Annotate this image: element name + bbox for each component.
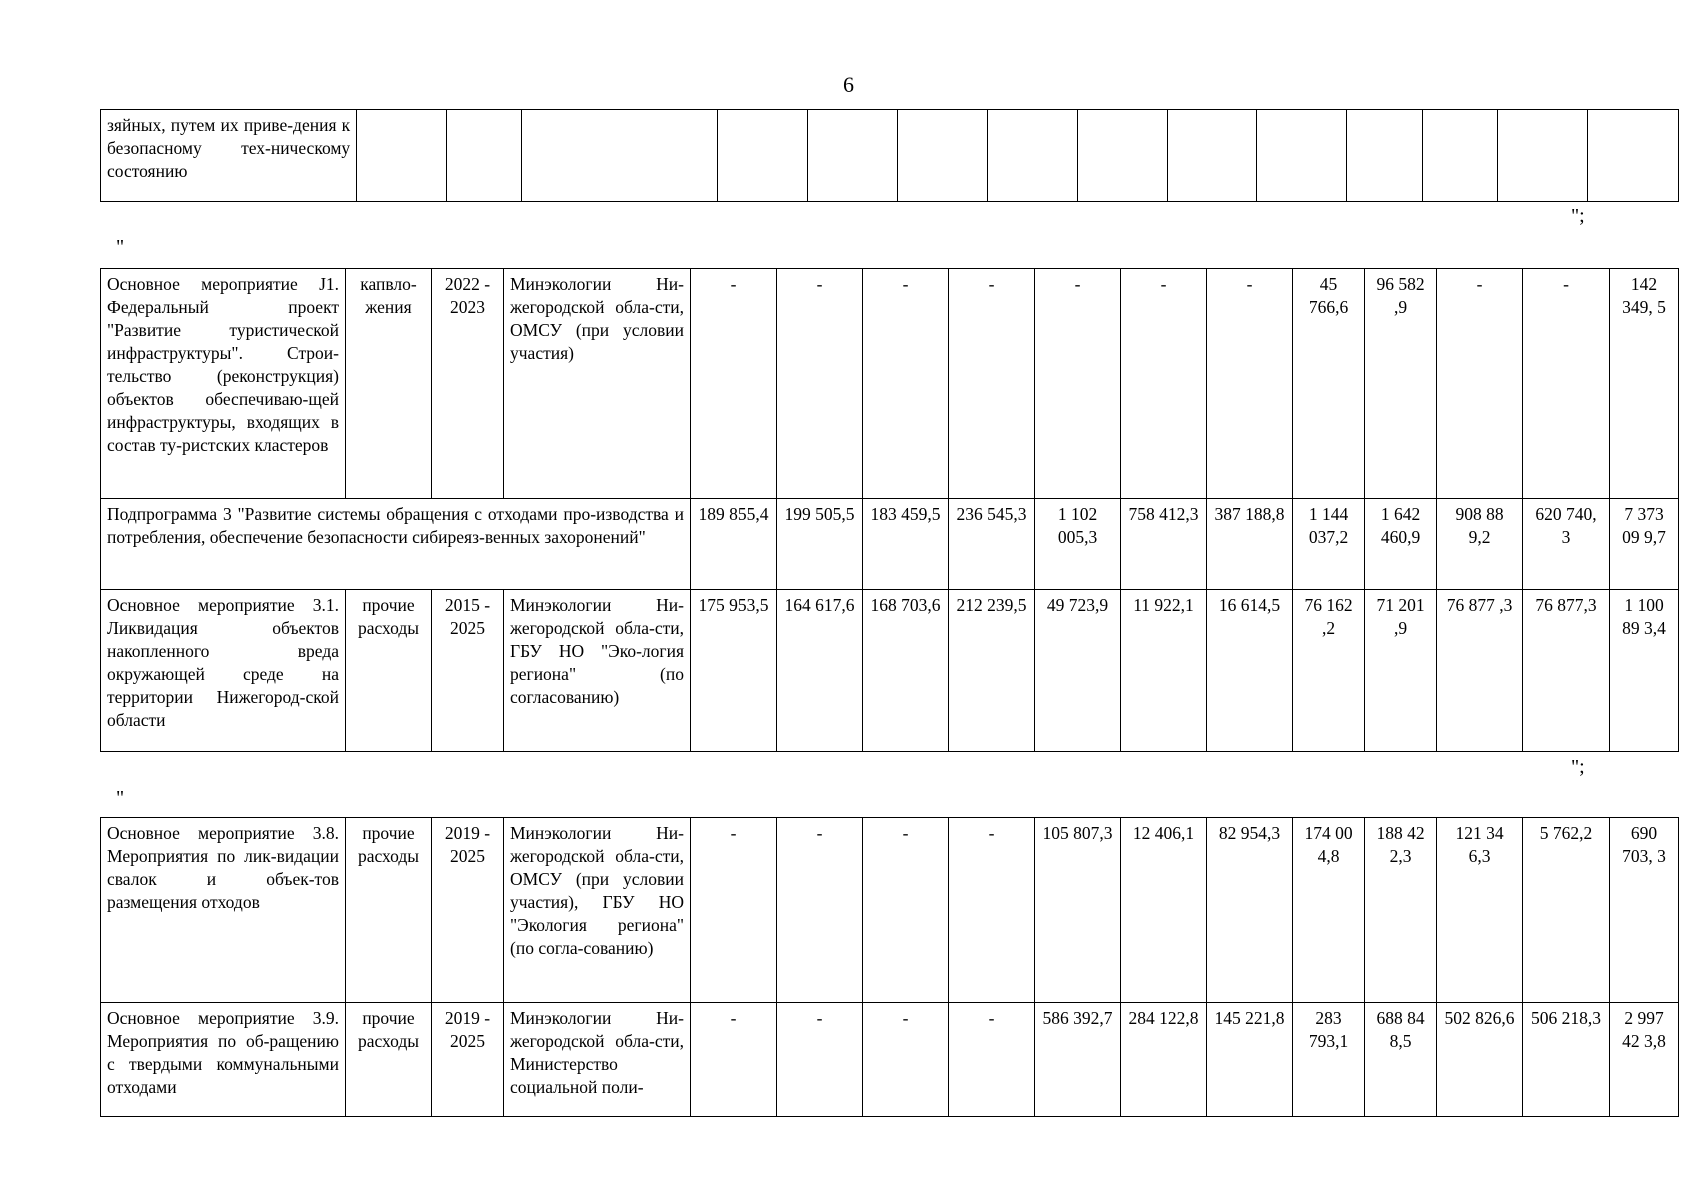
value-cell: 16 614,5: [1207, 590, 1293, 752]
executor: Минэкологии Ни-жегородской обла-сти, ГБУ НО "Эко-логия региона" (по согласованию): [504, 590, 691, 752]
value-cell: 7 373 09 9,7: [1610, 499, 1679, 590]
value-cell: 76 162 ,2: [1293, 590, 1365, 752]
expense-type: прочие расходы: [346, 590, 432, 752]
row-name: Основное мероприятие 3.9. Мероприятия по об-ращению с твердыми коммунальными отходами: [101, 1003, 346, 1117]
period: 2022 - 2023: [432, 269, 504, 499]
value-cell: -: [949, 1003, 1035, 1117]
value-cell: 620 740, 3: [1523, 499, 1610, 590]
value-cell: 164 617,6: [777, 590, 863, 752]
value-cell: 12 406,1: [1121, 818, 1207, 1003]
value-cell: 284 122,8: [1121, 1003, 1207, 1117]
value-cell: 11 922,1: [1121, 590, 1207, 752]
value-cell: 49 723,9: [1035, 590, 1121, 752]
value-cell: 45 766,6: [1293, 269, 1365, 499]
value-cell: 908 88 9,2: [1437, 499, 1523, 590]
opening-quote: ": [116, 236, 125, 258]
table-section-3: [100, 817, 1679, 1117]
value-cell: 690 703, 3: [1610, 818, 1679, 1003]
closing-quote: ";: [1571, 205, 1585, 227]
row-name: Основное мероприятие 3.1. Ликвидация объектов накопленного вреда окружающей среде на территории Нижегород-ской области: [101, 590, 346, 752]
value-cell: -: [1035, 269, 1121, 499]
value-cell: 2 997 42 3,8: [1610, 1003, 1679, 1117]
row-name: Основное мероприятие 3.8. Мероприятия по лик-видации свалок и объек-тов размещения отходов: [101, 818, 346, 1003]
value-cell: 1 144 037,2: [1293, 499, 1365, 590]
table-continuation: [100, 109, 1679, 202]
value-cell: -: [1437, 269, 1523, 499]
value-cell: 71 201 ,9: [1365, 590, 1437, 752]
value-cell: 174 00 4,8: [1293, 818, 1365, 1003]
value-cell: 283 793,1: [1293, 1003, 1365, 1117]
value-cell: 105 807,3: [1035, 818, 1121, 1003]
table-row: [101, 110, 1679, 202]
value-cell: 5 762,2: [1523, 818, 1610, 1003]
value-cell: 506 218,3: [1523, 1003, 1610, 1117]
value-cell: 688 84 8,5: [1365, 1003, 1437, 1117]
value-cell: 145 221,8: [1207, 1003, 1293, 1117]
row-name: зяйных, путем их приве-дения к безопасному тех-ническому состоянию: [101, 110, 357, 202]
value-cell: 76 877 ,3: [1437, 590, 1523, 752]
value-cell: -: [863, 269, 949, 499]
value-cell: -: [1207, 269, 1293, 499]
value-cell: -: [1121, 269, 1207, 499]
value-cell: -: [691, 1003, 777, 1117]
value-cell: 82 954,3: [1207, 818, 1293, 1003]
value-cell: -: [691, 818, 777, 1003]
value-cell: -: [691, 269, 777, 499]
table-row: [101, 499, 1679, 590]
executor: Минэкологии Ни-жегородской обла-сти, Министерство социальной поли-: [504, 1003, 691, 1117]
value-cell: 502 826,6: [1437, 1003, 1523, 1117]
value-cell: 586 392,7: [1035, 1003, 1121, 1117]
value-cell: 168 703,6: [863, 590, 949, 752]
page-number: 6: [843, 72, 854, 97]
value-cell: -: [949, 818, 1035, 1003]
subprogram-name: Подпрограмма 3 "Развитие системы обращения с отходами про-изводства и потребления, обеспечение безопасности сибиреяз-венных захоронений": [101, 499, 691, 590]
value-cell: 1 102 005,3: [1035, 499, 1121, 590]
value-cell: 188 42 2,3: [1365, 818, 1437, 1003]
value-cell: -: [1523, 269, 1610, 499]
value-cell: 758 412,3: [1121, 499, 1207, 590]
period: 2019 - 2025: [432, 818, 504, 1003]
value-cell: -: [777, 1003, 863, 1117]
closing-quote: ";: [1571, 756, 1585, 778]
value-cell: 183 459,5: [863, 499, 949, 590]
table-row: [101, 1003, 1679, 1117]
executor: Минэкологии Ни-жегородской обла-сти, ОМСУ (при условии участия): [504, 269, 691, 499]
table-row: [101, 590, 1679, 752]
period: 2015 - 2025: [432, 590, 504, 752]
table-row: [101, 269, 1679, 499]
expense-type: прочие расходы: [346, 1003, 432, 1117]
value-cell: -: [777, 269, 863, 499]
value-cell: 236 545,3: [949, 499, 1035, 590]
table-row: [101, 818, 1679, 1003]
expense-type: прочие расходы: [346, 818, 432, 1003]
value-cell: -: [863, 1003, 949, 1117]
value-cell: 212 239,5: [949, 590, 1035, 752]
value-cell: -: [863, 818, 949, 1003]
value-cell: 1 100 89 3,4: [1610, 590, 1679, 752]
period: 2019 - 2025: [432, 1003, 504, 1117]
table-section-2: [100, 268, 1679, 752]
value-cell: 142 349, 5: [1610, 269, 1679, 499]
value-cell: 96 582 ,9: [1365, 269, 1437, 499]
value-cell: -: [949, 269, 1035, 499]
value-cell: 387 188,8: [1207, 499, 1293, 590]
value-cell: 1 642 460,9: [1365, 499, 1437, 590]
executor: Минэкологии Ни-жегородской обла-сти, ОМСУ (при условии участия), ГБУ НО "Экология региона" (по согла-сованию): [504, 818, 691, 1003]
value-cell: 175 953,5: [691, 590, 777, 752]
value-cell: -: [777, 818, 863, 1003]
value-cell: 76 877,3: [1523, 590, 1610, 752]
value-cell: 121 34 6,3: [1437, 818, 1523, 1003]
opening-quote: ": [116, 787, 125, 809]
value-cell: 189 855,4: [691, 499, 777, 590]
row-name: Основное мероприятие J1. Федеральный проект "Развитие туристической инфраструктуры". Строи-тельство (реконструкция) объектов обеспечиваю-щей инфраструктуры, входящих в состав ту-ристских кластеров: [101, 269, 346, 499]
expense-type: капвло-жения: [346, 269, 432, 499]
value-cell: 199 505,5: [777, 499, 863, 590]
